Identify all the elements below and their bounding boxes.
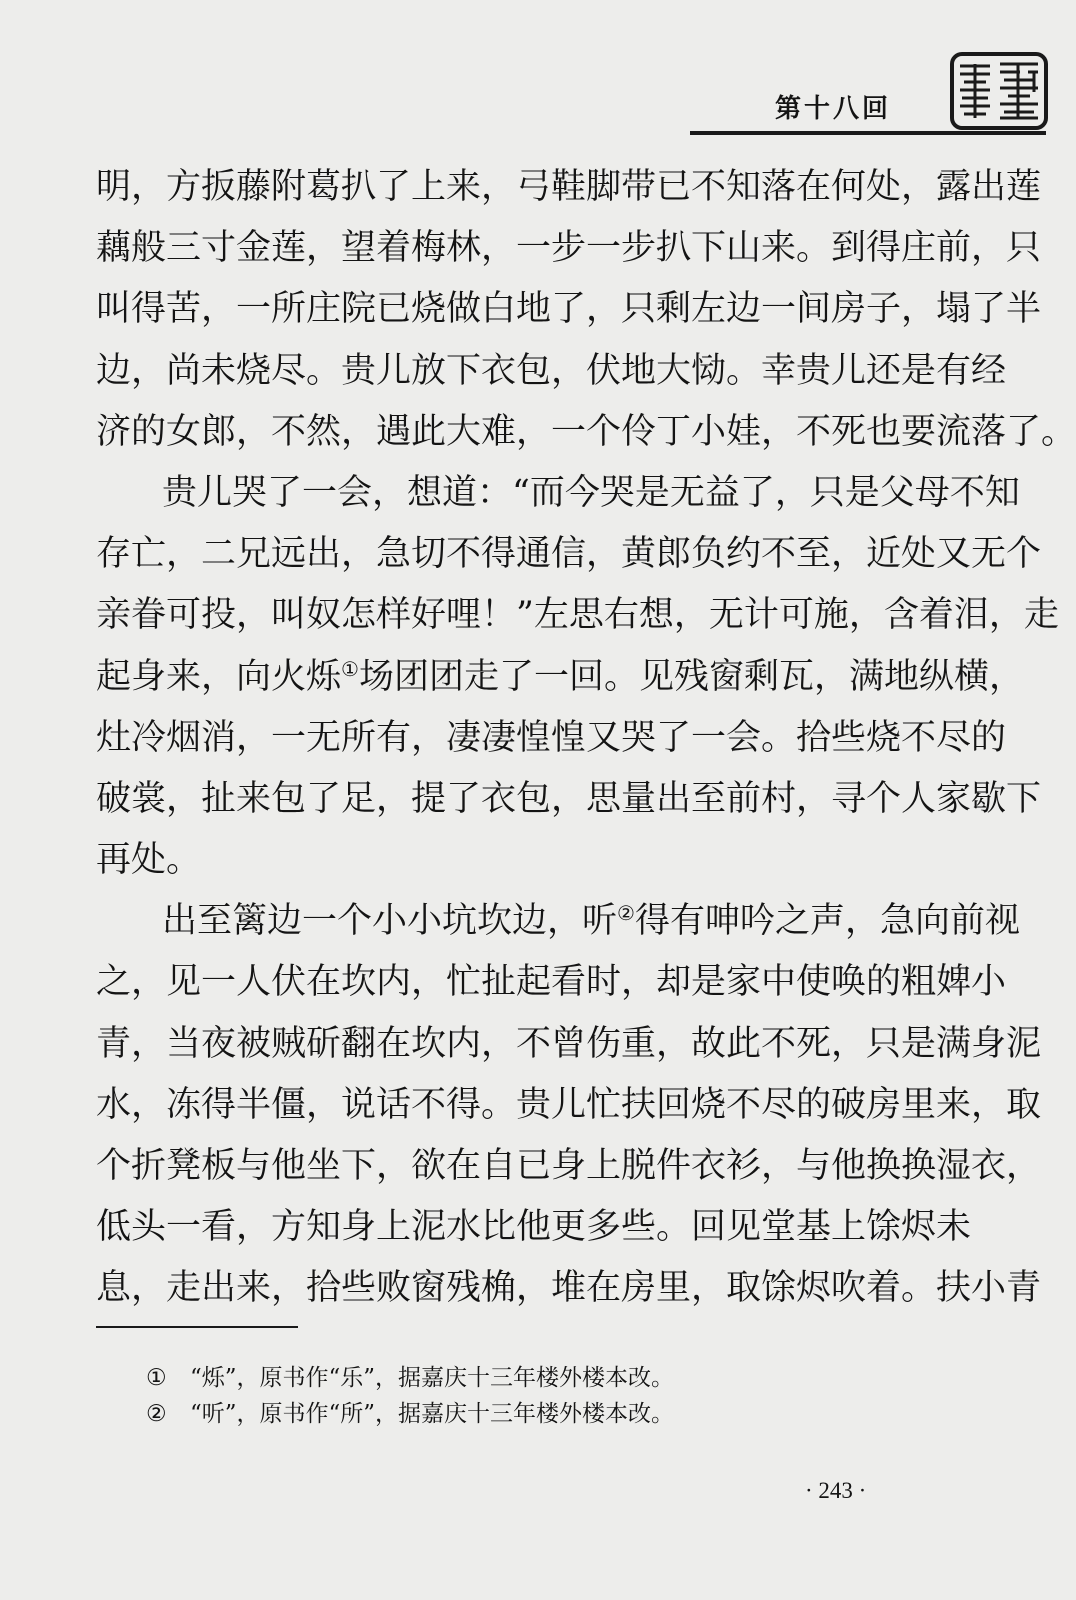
footnote	[146, 1360, 674, 1396]
seal-stamp-icon	[950, 52, 1048, 130]
text-line	[96, 891, 1020, 952]
header-rule	[690, 131, 1046, 135]
text-line: 水，冻得半僵，说话不得。贵儿忙扶回烧不尽的破房里来，取	[96, 1084, 1042, 1125]
footnote-text: “听”，原书作“所”，据嘉庆十三年楼外楼本改。	[190, 1401, 675, 1427]
text-line: 亲眷可投，叫奴怎样好哩！”左思右想，无计可施，含着泪，走	[96, 595, 1059, 636]
text-line: 叫得苦，一所庄院已烧做白地了，只剩左边一间房子，塌了半	[96, 289, 1042, 330]
text-line: 边，尚未烧尽。贵儿放下衣包，伏地大恸。幸贵儿还是有经	[96, 350, 1007, 391]
text-line: 个折凳板与他坐下，欲在自已身上脱件衣衫，与他换换湿衣，	[96, 1146, 1042, 1186]
page-number: · 243 ·	[805, 1478, 867, 1503]
text-segment: 出至篱边一个小小坑坎边，听	[162, 901, 618, 942]
text-line: 之，见一人伏在坎内，忙扯起看时，却是家中使唤的粗婢小	[96, 962, 1007, 1003]
text-line: 青，当夜被贼斫翻在坎内，不曾伤重，故此不死，只是满身泥	[96, 1023, 1042, 1064]
footnote	[146, 1396, 674, 1432]
text-line: 息，走出来，拾些败窗残桷，堆在房里，取馀烬吹着。扶小青	[96, 1268, 1042, 1309]
text-line: 明，方扳藤附葛扒了上来，弓鞋脚带已不知落在何处，露出莲	[96, 167, 1042, 207]
text-segment: 场团团走了一回。见残窗剩瓦，满地纵横，	[358, 656, 1024, 697]
text-segment: 得有呻吟之声，急向前视	[634, 901, 1020, 942]
footnotes	[146, 1360, 674, 1432]
text-line: 再处。	[96, 840, 202, 881]
text-line: 存亡，二兄远出，急切不得通信，黄郎负约不至，近处又无个	[96, 534, 1042, 575]
text-line: 藕般三寸金莲，望着梅林，一步一步扒下山来。到得庄前，只	[96, 228, 1042, 269]
chapter-title: 第十八回	[775, 94, 892, 124]
text-segment: 起身来，向火烁	[96, 656, 342, 697]
text-line: 灶冷烟消，一无所有，凄凄惶惶又哭了一会。拾些烧不尽的	[96, 717, 1007, 758]
text-line: 破裳，扯来包了足，提了衣包，思量出至前村，寻个人家歇下	[96, 778, 1042, 819]
footnote-divider	[96, 1326, 298, 1328]
footnote-ref[interactable]: ②	[617, 901, 635, 926]
text-line	[96, 647, 1024, 708]
footnote-marker: ①	[146, 1365, 167, 1391]
text-line: 济的女郎，不然，遇此大难，一个伶丁小娃，不死也要流落了。	[96, 411, 1076, 452]
text-line: 低头一看，方知身上泥水比他更多些。回见堂基上馀烬未	[96, 1207, 972, 1248]
footnote-marker: ②	[146, 1401, 167, 1427]
footnote-ref[interactable]: ①	[341, 656, 359, 681]
body-text	[96, 157, 1076, 1320]
text-line: 贵儿哭了一会，想道：“而今哭是无益了，只是父母不知	[162, 472, 1020, 513]
footnote-text: “烁”，原书作“乐”，据嘉庆十三年楼外楼本改。	[190, 1365, 675, 1391]
